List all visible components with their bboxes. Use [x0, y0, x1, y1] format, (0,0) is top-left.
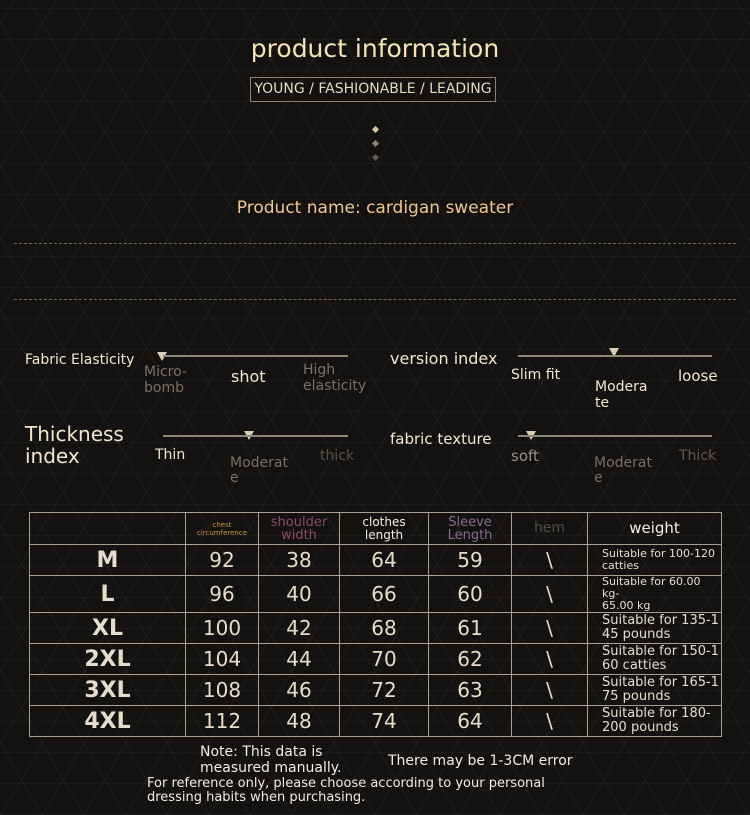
table-row	[30, 613, 722, 644]
shoulder-cell: 42	[259, 613, 340, 644]
thickness-index-option-thin: Thin	[155, 447, 186, 463]
product-name: Product name: cardigan sweater	[236, 198, 514, 218]
weight-cell: Suitable for 180- 200 pounds	[588, 706, 722, 737]
length-cell: 66	[340, 576, 429, 613]
sleeve-cell: 62	[429, 644, 512, 675]
chest-cell: 100	[186, 613, 259, 644]
chest-cell: 104	[186, 644, 259, 675]
page-title: product information	[250, 34, 500, 63]
weight-cell: Suitable for 60.00 kg- 65.00 kg	[588, 576, 722, 613]
sleeve-cell: 63	[429, 675, 512, 706]
hem-cell: \	[512, 706, 588, 737]
weight-cell: Suitable for 135-1 45 pounds	[588, 613, 722, 644]
tagline-box: YOUNG / FASHIONABLE / LEADING	[250, 77, 496, 102]
weight-cell: Suitable for 100-120 catties	[588, 545, 722, 576]
thickness-index-option-thick: thick	[320, 448, 355, 464]
note-manual: Note: This data is measured manually.	[200, 744, 342, 776]
fabric-texture-option-moderate: Moderat e	[594, 455, 652, 486]
shoulder-cell: 40	[259, 576, 340, 613]
header-size	[30, 513, 186, 545]
hem-cell: \	[512, 613, 588, 644]
length-cell: 70	[340, 644, 429, 675]
thickness-index-option-moderate: Moderat e	[230, 455, 288, 486]
version-index-track	[518, 355, 712, 357]
sleeve-cell: 59	[429, 545, 512, 576]
header-hem: hem	[512, 513, 588, 545]
header-clothes-length: clothes length	[340, 513, 429, 545]
table-row	[30, 576, 722, 613]
divider-bottom	[14, 299, 736, 300]
sleeve-cell: 61	[429, 613, 512, 644]
fabric-elasticity-option-micro: Micro- bomb	[144, 364, 187, 396]
size-cell: M	[30, 545, 186, 576]
note-error: There may be 1-3CM error	[388, 753, 573, 769]
size-cell: 4XL	[30, 706, 186, 737]
header-sleeve: Sleeve Length	[429, 513, 512, 545]
fabric-texture-track	[518, 435, 712, 437]
table-row	[30, 545, 722, 576]
size-cell: L	[30, 576, 186, 613]
shoulder-cell: 44	[259, 644, 340, 675]
thickness-index-label: Thickness index	[25, 422, 124, 468]
chest-cell: 112	[186, 706, 259, 737]
header-weight: weight	[588, 513, 722, 545]
note-reference: For reference only, please choose according to your personal dressing habits when purchasing.	[147, 776, 545, 805]
hem-cell: \	[512, 675, 588, 706]
size-table	[29, 512, 722, 737]
hem-cell: \	[512, 576, 588, 613]
fabric-texture-label: fabric texture	[390, 430, 492, 448]
version-index-option-slim: Slim fit	[511, 367, 561, 383]
diamond-ornament-3	[372, 154, 379, 161]
size-cell: 2XL	[30, 644, 186, 675]
fabric-elasticity-track	[163, 355, 348, 357]
hem-cell: \	[512, 545, 588, 576]
length-cell: 64	[340, 545, 429, 576]
thickness-index-track	[163, 435, 348, 437]
fabric-texture-option-thick: Thick	[679, 448, 717, 464]
table-row	[30, 706, 722, 737]
divider-top	[14, 243, 736, 244]
shoulder-cell: 38	[259, 545, 340, 576]
table-row	[30, 644, 722, 675]
header-chest: chest circumference	[186, 513, 259, 545]
chest-cell: 96	[186, 576, 259, 613]
fabric-elasticity-option-high: High elasticity	[303, 362, 367, 394]
fabric-elasticity-label: Fabric Elasticity	[25, 352, 135, 368]
weight-cell: Suitable for 150-1 60 catties	[588, 644, 722, 675]
size-cell: XL	[30, 613, 186, 644]
table-header-row	[30, 513, 722, 545]
diamond-ornament-1	[372, 126, 379, 133]
fabric-texture-option-soft: soft	[511, 447, 539, 465]
weight-cell: Suitable for 165-1 75 pounds	[588, 675, 722, 706]
fabric-elasticity-option-shot: shot	[231, 367, 266, 386]
chest-cell: 108	[186, 675, 259, 706]
version-index-option-loose: loose	[678, 367, 718, 385]
diamond-ornament-2	[372, 140, 379, 147]
sleeve-cell: 60	[429, 576, 512, 613]
chest-cell: 92	[186, 545, 259, 576]
length-cell: 74	[340, 706, 429, 737]
sleeve-cell: 64	[429, 706, 512, 737]
table-row	[30, 675, 722, 706]
hem-cell: \	[512, 644, 588, 675]
length-cell: 72	[340, 675, 429, 706]
length-cell: 68	[340, 613, 429, 644]
version-index-label: version index	[390, 349, 498, 368]
size-cell: 3XL	[30, 675, 186, 706]
shoulder-cell: 48	[259, 706, 340, 737]
version-index-option-moderate: Modera te	[595, 379, 648, 411]
header-shoulder: shoulder width	[259, 513, 340, 545]
shoulder-cell: 46	[259, 675, 340, 706]
